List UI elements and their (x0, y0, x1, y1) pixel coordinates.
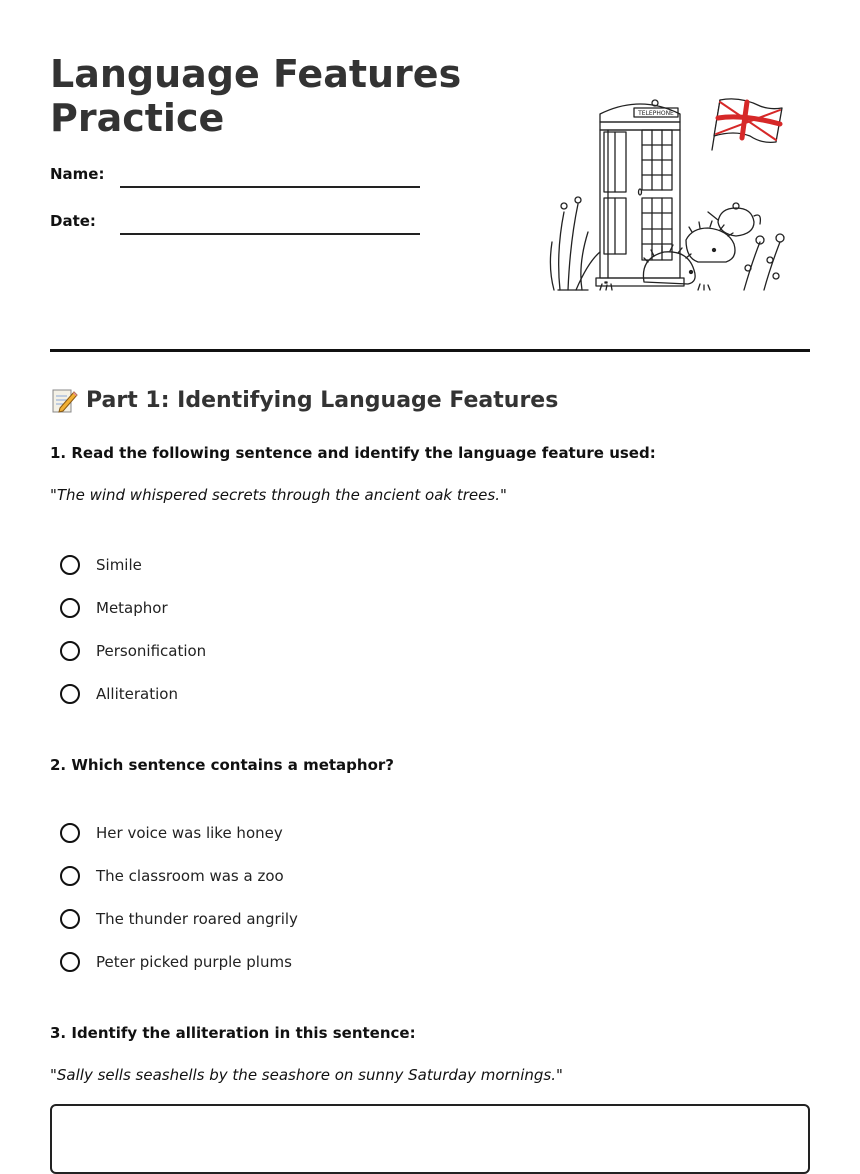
memo-pencil-icon (50, 386, 78, 414)
radio-button[interactable] (60, 641, 80, 661)
radio-button[interactable] (60, 555, 80, 575)
option-label: Her voice was like honey (96, 824, 283, 842)
radio-button[interactable] (60, 598, 80, 618)
option-label: The thunder roared angrily (96, 910, 298, 928)
option-label: Peter picked purple plums (96, 953, 292, 971)
q1-option-metaphor[interactable] (60, 595, 168, 621)
question-3-quote: "Sally sells seashells by the seashore on sunny Saturday mornings." (50, 1066, 563, 1084)
option-label: Metaphor (96, 599, 168, 617)
option-label: Simile (96, 556, 142, 574)
name-label: Name: (50, 165, 105, 183)
booth-sign-text: TELEPHONE (638, 110, 674, 117)
radio-button[interactable] (60, 823, 80, 843)
telephone-booth-icon (596, 100, 684, 286)
section-title (50, 386, 558, 414)
q1-option-simile[interactable] (60, 552, 142, 578)
page-title: Language Features Practice (50, 52, 462, 140)
date-label: Date: (50, 212, 96, 230)
radio-button[interactable] (60, 909, 80, 929)
section-divider (50, 349, 810, 352)
answer-textbox[interactable] (50, 1104, 810, 1174)
flowers-icon (744, 234, 784, 290)
question-1-quote: "The wind whispered secrets through the ancient oak trees." (50, 486, 507, 504)
name-field[interactable] (120, 186, 420, 188)
section-title-text: Part 1: Identifying Language Features (86, 387, 559, 413)
q1-option-personification[interactable] (60, 638, 206, 664)
question-3-prompt: 3. Identify the alliteration in this sentence: (50, 1024, 416, 1042)
teapot-icon (708, 203, 760, 236)
option-label: The classroom was a zoo (96, 867, 284, 885)
radio-button[interactable] (60, 684, 80, 704)
date-field[interactable] (120, 233, 420, 235)
plant-icon (550, 197, 600, 290)
q1-option-alliteration[interactable] (60, 681, 178, 707)
q2-option-3[interactable] (60, 906, 298, 932)
hedgehog-icon (643, 221, 735, 284)
q2-option-1[interactable] (60, 820, 283, 846)
q2-option-4[interactable] (60, 949, 292, 975)
option-label: Alliteration (96, 685, 178, 703)
radio-button[interactable] (60, 866, 80, 886)
radio-button[interactable] (60, 952, 80, 972)
london-illustration (548, 92, 788, 297)
question-1-prompt: 1. Read the following sentence and identify the language feature used: (50, 444, 656, 462)
q2-option-2[interactable] (60, 863, 284, 889)
union-flag-icon (712, 99, 782, 150)
question-2-prompt: 2. Which sentence contains a metaphor? (50, 756, 395, 774)
option-label: Personification (96, 642, 207, 660)
